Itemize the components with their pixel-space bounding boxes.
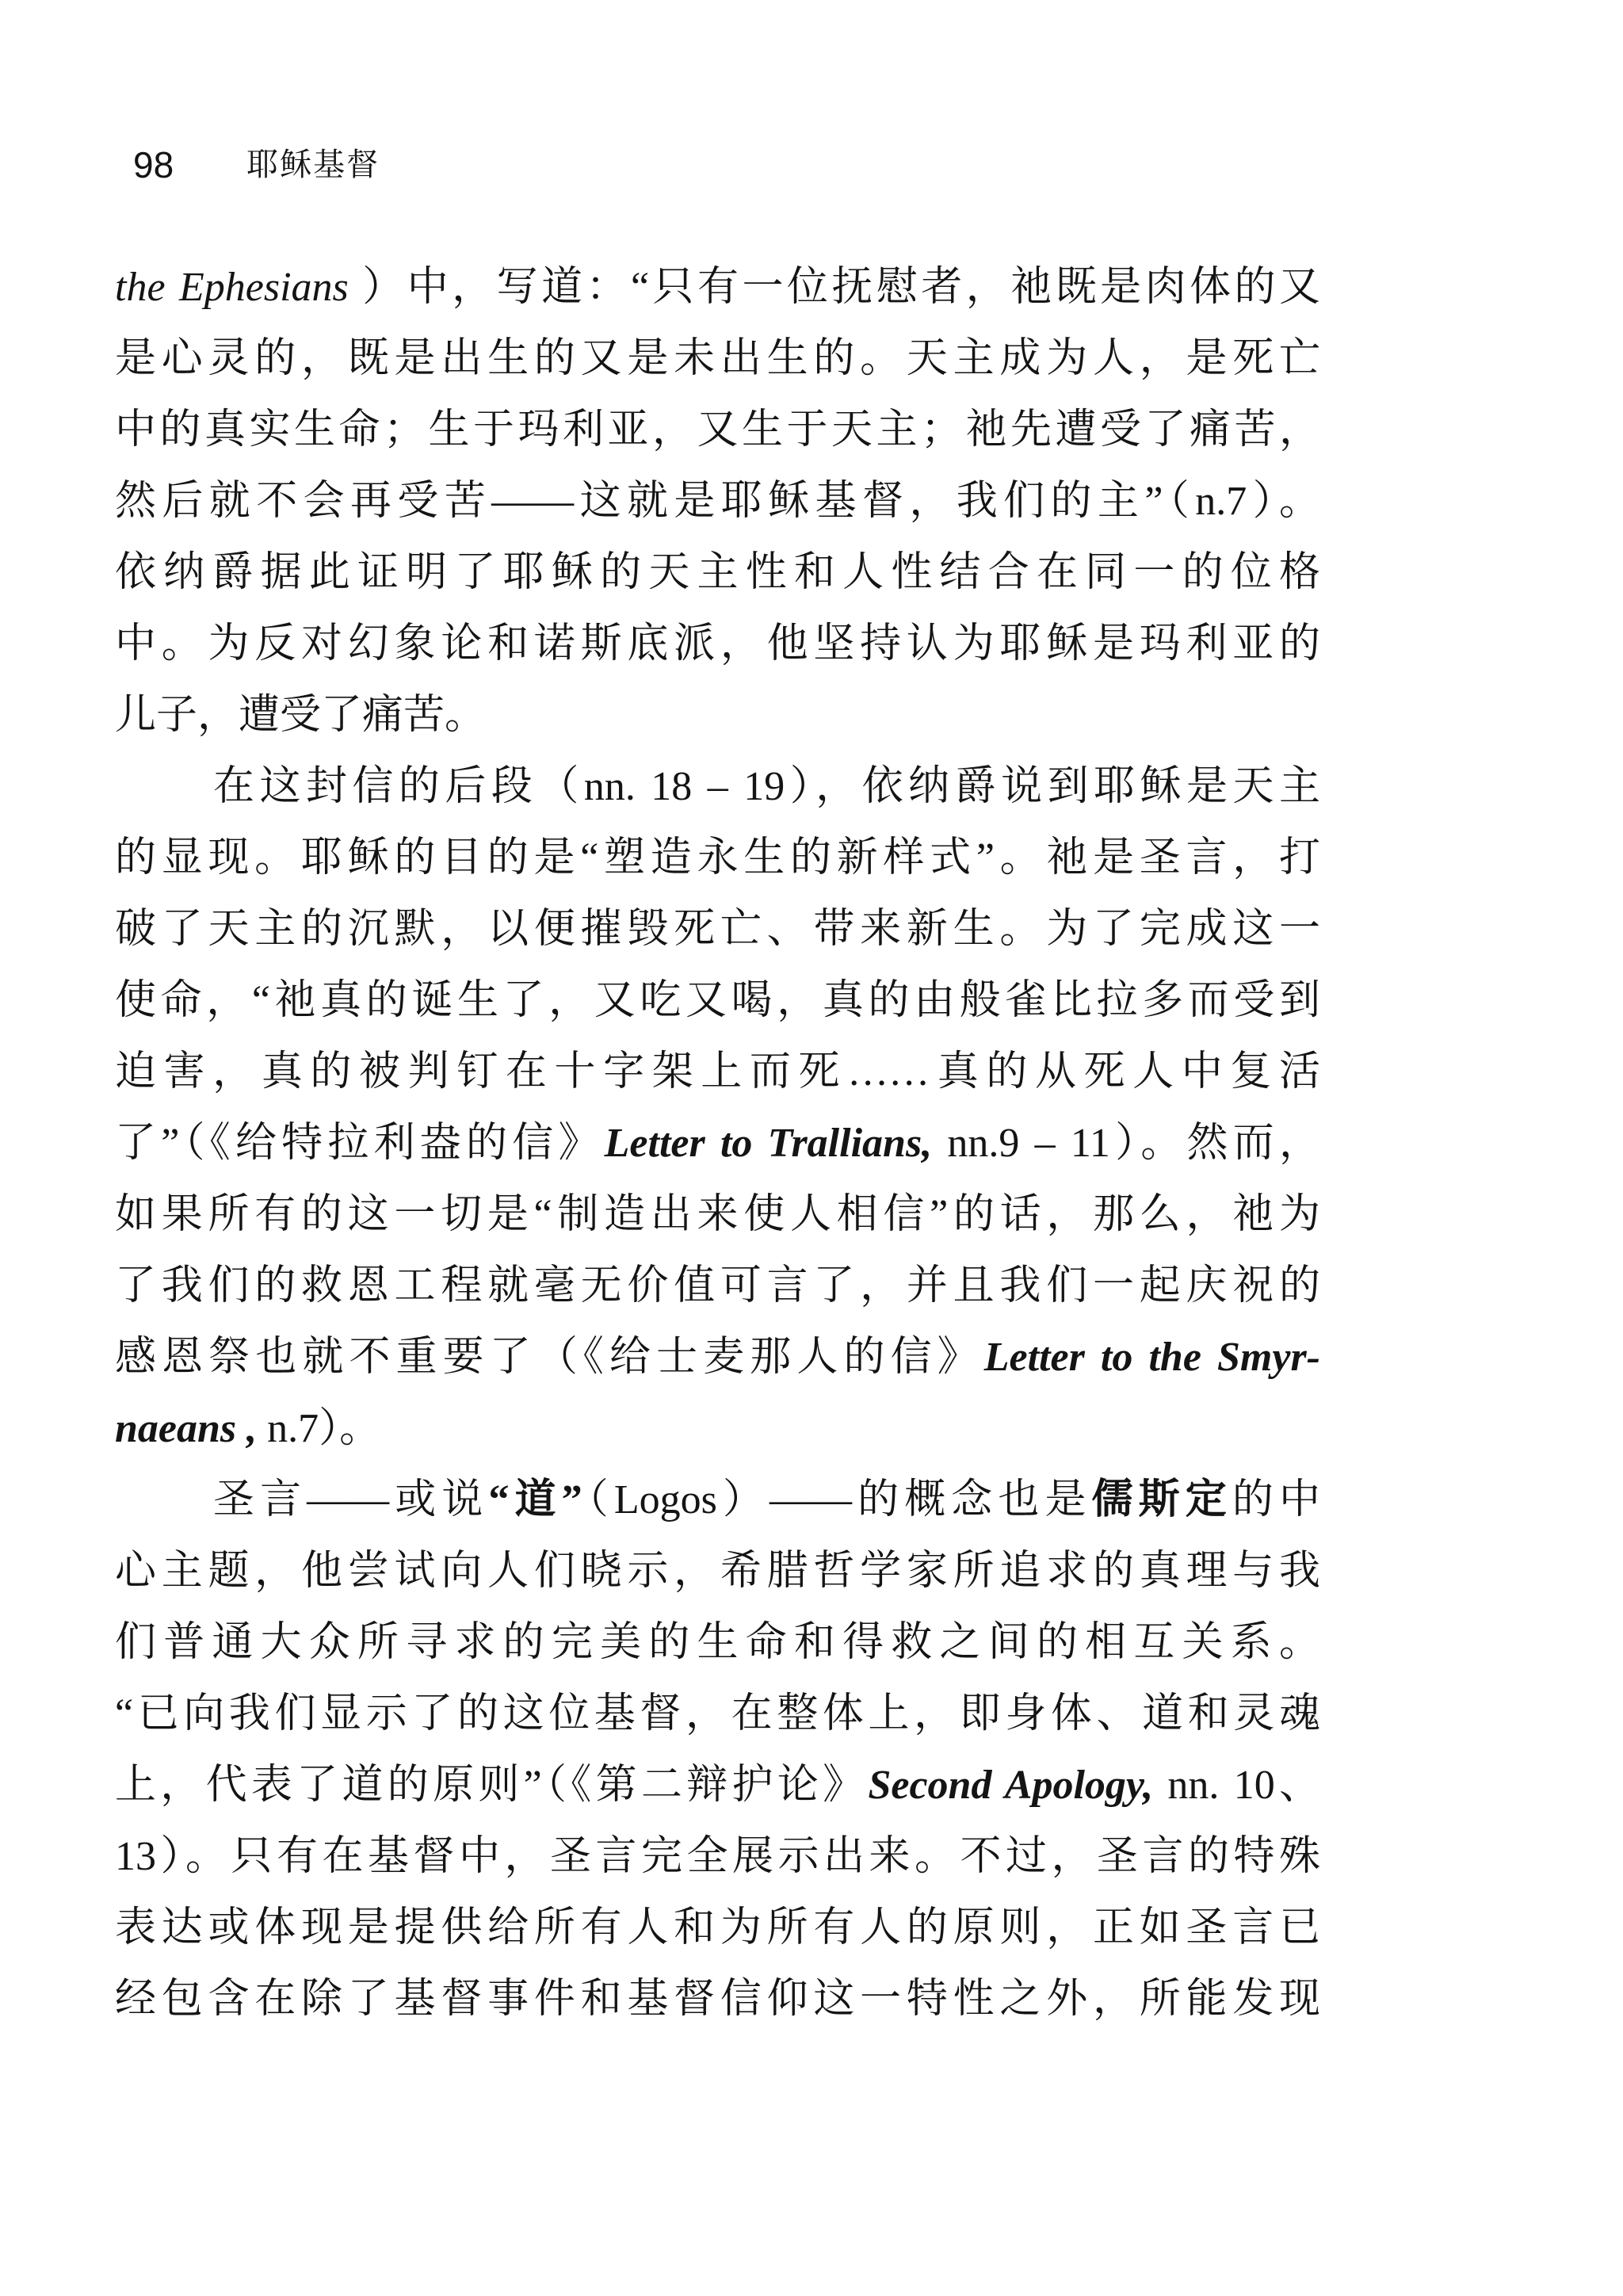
text-run: 上，代表了道的原则”（《第二辩护论》: [115, 1763, 869, 1808]
text-run: 了”（《给特拉利盎的信》: [115, 1121, 605, 1166]
text-line: [115, 1536, 1320, 1607]
bold-italic-text: Second Apology,: [868, 1763, 1154, 1808]
text-line: [115, 537, 1320, 609]
text-run: 如果所有的这一切是“制造出来使人相信”的话，那么，祂为: [115, 1192, 1320, 1237]
text-run: 使命，“祂真的诞生了，又吃又喝，真的由般雀比拉多而受到: [115, 978, 1320, 1023]
text-line: [115, 1251, 1320, 1322]
text-line: [115, 1893, 1320, 1964]
text-line: [115, 1821, 1320, 1893]
bold-text: “道”: [488, 1477, 582, 1522]
text-line: [115, 1037, 1320, 1108]
text-line: [115, 751, 1320, 823]
text-line: [115, 965, 1320, 1037]
italic-text: the Ephesians: [115, 265, 349, 310]
text-run: 圣言——或说: [213, 1477, 489, 1522]
text-line: [115, 1322, 1320, 1393]
text-run: 中。为反对幻象论和诺斯底派，他坚持认为耶稣是玛利亚的: [115, 621, 1320, 667]
text-line: [115, 1750, 1320, 1821]
text-line: [115, 323, 1320, 395]
text-run: 破了天主的沉默，以便摧毁死亡、带来新生。为了完成这一: [115, 907, 1320, 952]
text-line: [115, 1964, 1320, 2035]
text-run: 中的真实生命；生于玛利亚，又生于天主；祂先遭受了痛苦，: [115, 407, 1320, 453]
text-line: [115, 1393, 1320, 1465]
text-line: [115, 252, 1320, 323]
paragraph: [115, 1465, 1320, 2035]
bold-italic-text: Letter to Trallians,: [604, 1121, 933, 1166]
running-title: 耶稣基督: [246, 147, 380, 184]
text-run: 然后就不会再受苦——这就是耶稣基督，我们的主”（n.7）。: [115, 479, 1320, 524]
bold-italic-text: Letter to the Smyr-: [983, 1335, 1320, 1380]
text-line: [115, 395, 1320, 466]
bold-italic-text: naeans ,: [115, 1406, 258, 1451]
paragraph: [115, 751, 1320, 1465]
text-run: 在这封信的后段（nn. 18 – 19），依纳爵说到耶稣是天主: [213, 764, 1320, 809]
bold-text: 儒斯定: [1091, 1477, 1232, 1522]
text-line: [115, 680, 1320, 751]
text-run: n.7）。: [257, 1406, 381, 1451]
text-run: 感恩祭也就不重要了（《给士麦那人的信》: [115, 1335, 984, 1380]
text-run: （Logos）——的概念也是: [582, 1477, 1092, 1522]
body-text: [115, 252, 1320, 2035]
text-run: 的显现。耶稣的目的是“塑造永生的新样式”。祂是圣言，打: [115, 835, 1320, 881]
text-run: 表达或体现是提供给所有人和为所有人的原则，正如圣言已: [115, 1905, 1320, 1950]
text-run: 是心灵的，既是出生的又是未出生的。天主成为人，是死亡: [115, 336, 1320, 381]
text-run: 儿子，遭受了痛苦。: [115, 693, 487, 738]
text-run: “已向我们显示了的这位基督，在整体上，即身体、道和灵魂: [115, 1691, 1320, 1736]
text-line: [115, 894, 1320, 965]
text-line: [115, 609, 1320, 680]
page-header: [133, 141, 380, 189]
text-run: 迫害，真的被判钉在十字架上而死……真的从死人中复活: [115, 1049, 1320, 1095]
text-line: [115, 1679, 1320, 1750]
text-line: [115, 1465, 1320, 1536]
text-run: 了我们的救恩工程就毫无价值可言了，并且我们一起庆祝的: [115, 1263, 1320, 1308]
page-number: 98: [133, 144, 174, 186]
text-run: 依纳爵据此证明了耶稣的天主性和人性结合在同一的位格: [115, 550, 1320, 595]
paragraph: [115, 252, 1320, 751]
text-run: 心主题，他尝试向人们晓示，希腊哲学家所追求的真理与我: [115, 1549, 1320, 1594]
text-line: [115, 466, 1320, 537]
text-run: 们普通大众所寻求的完美的生命和得救之间的相互关系。: [115, 1620, 1320, 1665]
text-line: [115, 823, 1320, 894]
text-run: 13）。只有在基督中，圣言完全展示出来。不过，圣言的特殊: [115, 1834, 1320, 1879]
text-run: 的中: [1232, 1477, 1320, 1522]
text-run: ）中，写道：“只有一位抚慰者，祂既是肉体的又: [348, 265, 1320, 310]
text-line: [115, 1108, 1320, 1179]
text-line: [115, 1607, 1320, 1679]
text-line: [115, 1179, 1320, 1251]
text-run: nn.9 – 11）。然而，: [932, 1121, 1320, 1166]
text-run: nn. 10、: [1153, 1763, 1320, 1808]
text-run: 经包含在除了基督事件和基督信仰这一特性之外，所能发现: [115, 1977, 1320, 2022]
